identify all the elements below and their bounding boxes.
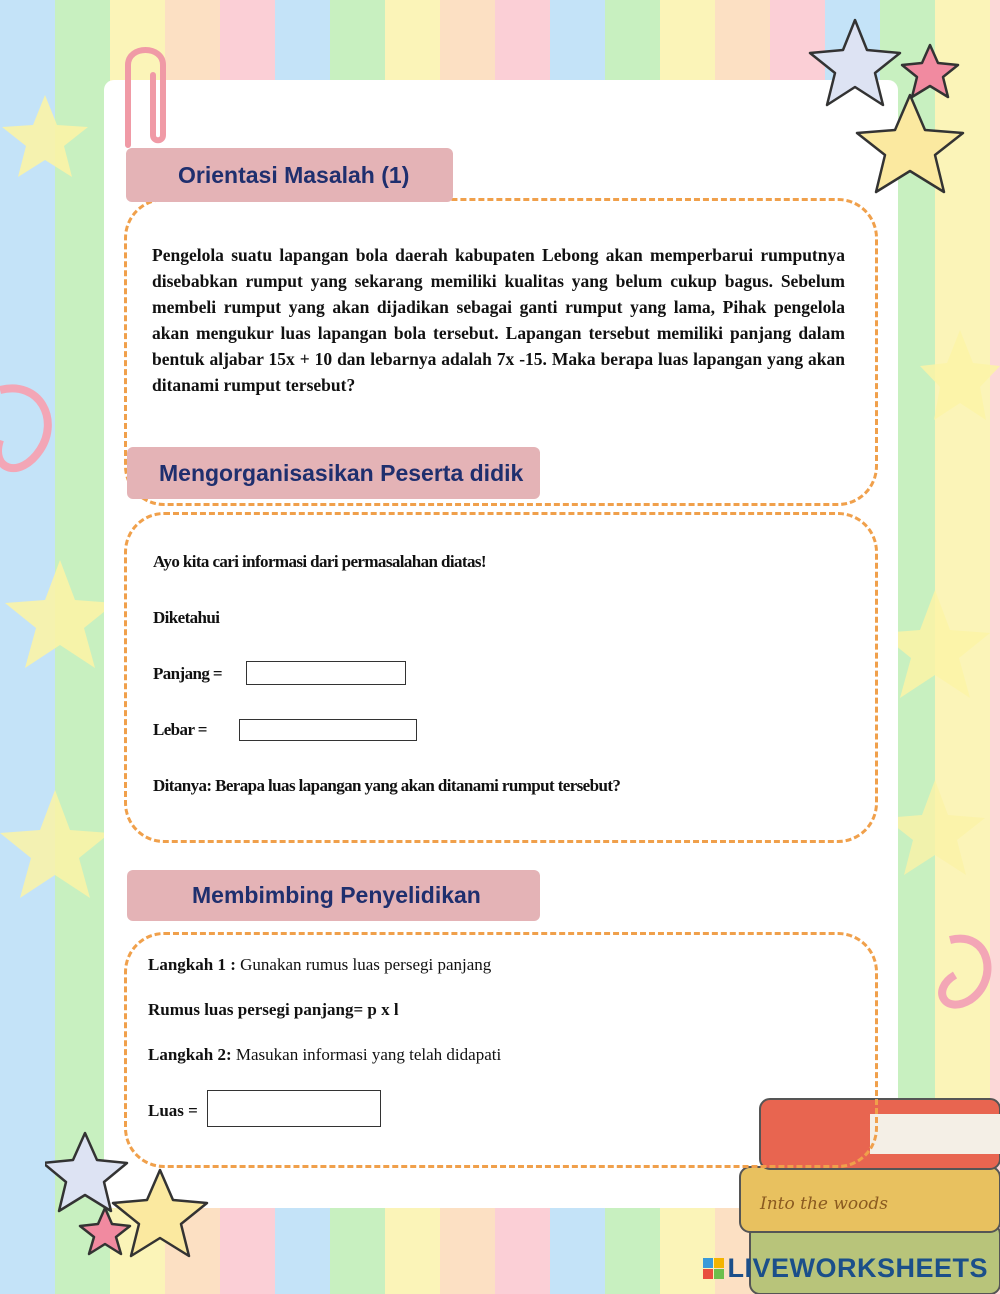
logo-square [714,1258,724,1268]
step2-label: Langkah 2: [148,1045,232,1064]
brand-logo-icon [703,1258,724,1279]
known-label: Diketahui [153,608,220,627]
stars-cluster-top [805,15,985,205]
section-title: Mengorganisasikan Peserta didik [159,459,524,486]
section-title: Membimbing Penyelidikan [192,882,481,908]
section-title: Orientasi Masalah (1) [178,161,410,188]
panjang-input[interactable] [246,661,406,685]
panjang-label: Panjang = [153,664,222,683]
star-icon [902,45,958,97]
section-tab-organisasi [127,447,540,499]
star-icon [885,780,985,875]
swirl-icon [942,939,987,1005]
section-tab-penyelidikan [127,870,540,921]
step2-text: Masukan informasi yang telah didapati [235,1045,502,1064]
star-icon [920,330,1000,420]
logo-square [703,1258,713,1268]
star-icon [810,20,900,105]
intro-text: Ayo kita cari informasi dari permasalahan diatas! [153,552,486,571]
star-icon [80,1208,130,1254]
step1-line [148,955,491,975]
star-icon [113,1170,207,1256]
star-icon [857,95,963,192]
question-text: Ditanya: Berapa luas lapangan yang akan ditanami rumput tersebut? [153,776,621,795]
star-icon [5,560,115,668]
luas-input[interactable] [207,1090,381,1127]
step1-text: Gunakan rumus luas persegi panjang [240,955,492,974]
step2-line [148,1045,501,1065]
brand-name: LIVEWORKSHEETS [727,1253,988,1283]
liveworksheets-logo[interactable] [703,1253,988,1284]
logo-square [703,1269,713,1279]
problem-paragraph: Pengelola suatu lapangan bola daerah kabupaten Lebong akan memperbarui rumputnya disebabkan rumput yang sekarang memiliki kualitas yang belum cukup bagus. Sebelum membeli rumput yang akan dijadikan sebagai ganti rumput yang lama, Pihak pengelola akan mengukur luas lapangan bola tersebut. Lapangan tersebut memiliki panjang dalam bentuk aljabar 15x + 10 dan lebarnya adalah 7x -15. Maka berapa luas lapangan yang akan ditanami rumput tersebut? [152,245,845,395]
star-icon [2,95,88,177]
star-icon [0,790,110,898]
star-icon [45,1133,127,1211]
lebar-label: Lebar = [153,720,207,739]
section-tab-orientasi [126,148,453,202]
step1-label: Langkah 1 : [148,955,236,974]
paperclip-icon [108,40,178,150]
book-spine-text: Into the woods [760,1194,889,1214]
lebar-input[interactable] [239,719,417,741]
luas-label: Luas = [148,1101,198,1120]
logo-square [714,1269,724,1279]
formula-text: Rumus luas persegi panjang= p x l [148,1000,399,1019]
swirl-icon [0,388,48,468]
